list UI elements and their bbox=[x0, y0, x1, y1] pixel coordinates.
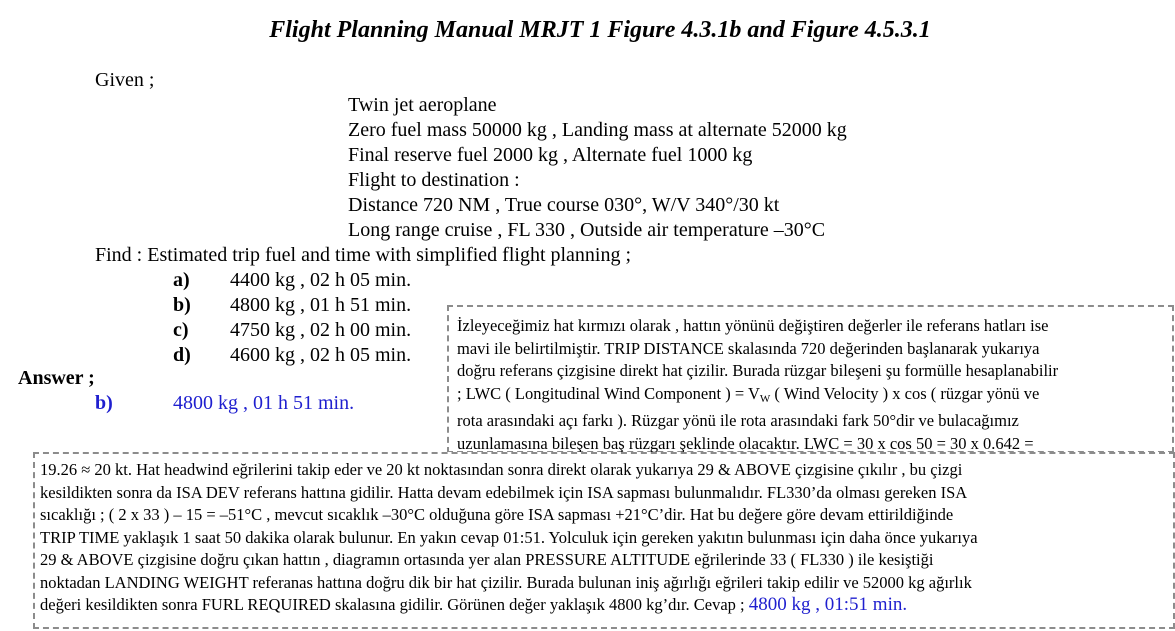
explanation-line: mavi ile belirtilmiştir. TRIP DISTANCE skalasında 720 değerinden başlanarak yukarıya bbox=[457, 338, 1040, 358]
find-statement: Find : Estimated trip fuel and time with simplified flight planning ; bbox=[95, 244, 632, 266]
explanation-line: 29 & ABOVE çizgisine doğru çıkan hattın , diagramın ortasında yer alan PRESSURE ALTITUDE eğrilerinde 33 ( FL330 ) ile kesiştiği bbox=[40, 550, 934, 569]
given-label: Given ; bbox=[95, 69, 155, 91]
explanation-text: değeri kesildikten sonra FURL REQUIRED skalasına gidilir. Görünen değer yaklaşık 4800 kg’dır. Cevap ; bbox=[40, 595, 745, 614]
option-text: 4750 kg , 02 h 00 min. bbox=[230, 319, 412, 341]
given-line: Zero fuel mass 50000 kg , Landing mass at alternate 52000 kg bbox=[348, 119, 847, 141]
given-line: Long range cruise , FL 330 , Outside air temperature –30°C bbox=[348, 219, 826, 241]
answer-options bbox=[173, 268, 411, 368]
option-b bbox=[173, 293, 411, 318]
option-text: 4800 kg , 01 h 51 min. bbox=[230, 294, 412, 316]
explanation-line: sıcaklığı ; ( 2 x 33 ) – 15 = –51°C , mevcut sıcaklık –30°C olduğuna göre ISA sapması +21°C’dir. Hat bu değere göre devam ettirildiğinde bbox=[40, 505, 954, 524]
option-c bbox=[173, 318, 411, 343]
explanation-line bbox=[40, 594, 1169, 617]
explanation-box-upper bbox=[447, 305, 1174, 453]
given-line: Flight to destination : bbox=[348, 169, 520, 191]
option-letter: b) bbox=[173, 294, 191, 316]
option-a bbox=[173, 268, 411, 293]
answer-label: Answer ; bbox=[18, 367, 95, 389]
explanation-line: İzleyeceğimiz hat kırmızı olarak , hattın yönünü değiştiren değerler ile referans hatları ise bbox=[457, 316, 1049, 335]
explanation-line bbox=[457, 383, 1164, 411]
page-title: Flight Planning Manual MRJT 1 Figure 4.3.1b and Figure 4.5.3.1 bbox=[269, 17, 931, 43]
explanation-text: ( Wind Velocity ) x cos ( rüzgar yönü ve bbox=[770, 383, 1040, 403]
answer-value bbox=[95, 392, 354, 415]
explanation-line: rota arasındaki açı farkı ). Rüzgar yönü ile rota arasındaki fark 50°dir ve bulacağımız bbox=[457, 411, 1019, 430]
explanation-line: kesildikten sonra da ISA DEV referans hattına gidilir. Hatta devam edebilmek için ISA sapması bulunmalıdır. FL330’da olması gereken ISA bbox=[40, 482, 968, 502]
explanation-line: uzunlamasına bileşen baş rüzgarı şeklinde olacaktır. LWC = 30 x cos 50 = 30 x 0.642 = bbox=[457, 433, 1034, 453]
given-line: Distance 720 NM , True course 030°, W/V 340°/30 kt bbox=[348, 194, 780, 216]
explanation-line: 19.26 ≈ 20 kt. Hat headwind eğrilerini takip eder ve 20 kt noktasından sonra direkt olarak yukarıya 29 & ABOVE çizgisine çıkılır , bu çizgi bbox=[40, 460, 963, 479]
explanation-line: noktadan LANDING WEIGHT referanas hattına doğru dik bir hat çizilir. Burada bulunan iniş ağırlığı eğrileri takip edilir ve 52000 kg ağırlık bbox=[40, 572, 972, 592]
explanation-text: ; LWC ( Longitudinal Wind Component ) = V bbox=[457, 383, 760, 403]
option-text: 4600 kg , 02 h 05 min. bbox=[230, 344, 412, 366]
explanation-box-lower bbox=[33, 452, 1175, 629]
final-answer: 4800 kg , 01:51 min. bbox=[748, 594, 908, 615]
option-text: 4400 kg , 02 h 05 min. bbox=[230, 269, 412, 291]
option-letter: a) bbox=[173, 269, 190, 291]
given-line: Final reserve fuel 2000 kg , Alternate fuel 1000 kg bbox=[348, 144, 753, 166]
answer-text: 4800 kg , 01 h 51 min. bbox=[173, 392, 355, 414]
option-letter: c) bbox=[173, 319, 189, 341]
explanation-line: TRIP TIME yaklaşık 1 saat 50 dakika olarak bulunur. En yakın cevap 01:51. Yolculuk için gereken yakıtın bulunması için daha önce yukarıya bbox=[40, 527, 978, 547]
subscript-w: W bbox=[759, 392, 771, 405]
option-letter: d) bbox=[173, 344, 191, 366]
option-d bbox=[173, 343, 411, 368]
explanation-line: doğru referans çizgisine direkt hat çizilir. Burada rüzgar bileşeni şu formülle hesaplanabilir bbox=[457, 361, 1059, 380]
answer-letter: b) bbox=[95, 392, 113, 414]
given-list bbox=[348, 93, 847, 243]
given-line: Twin jet aeroplane bbox=[348, 94, 497, 116]
